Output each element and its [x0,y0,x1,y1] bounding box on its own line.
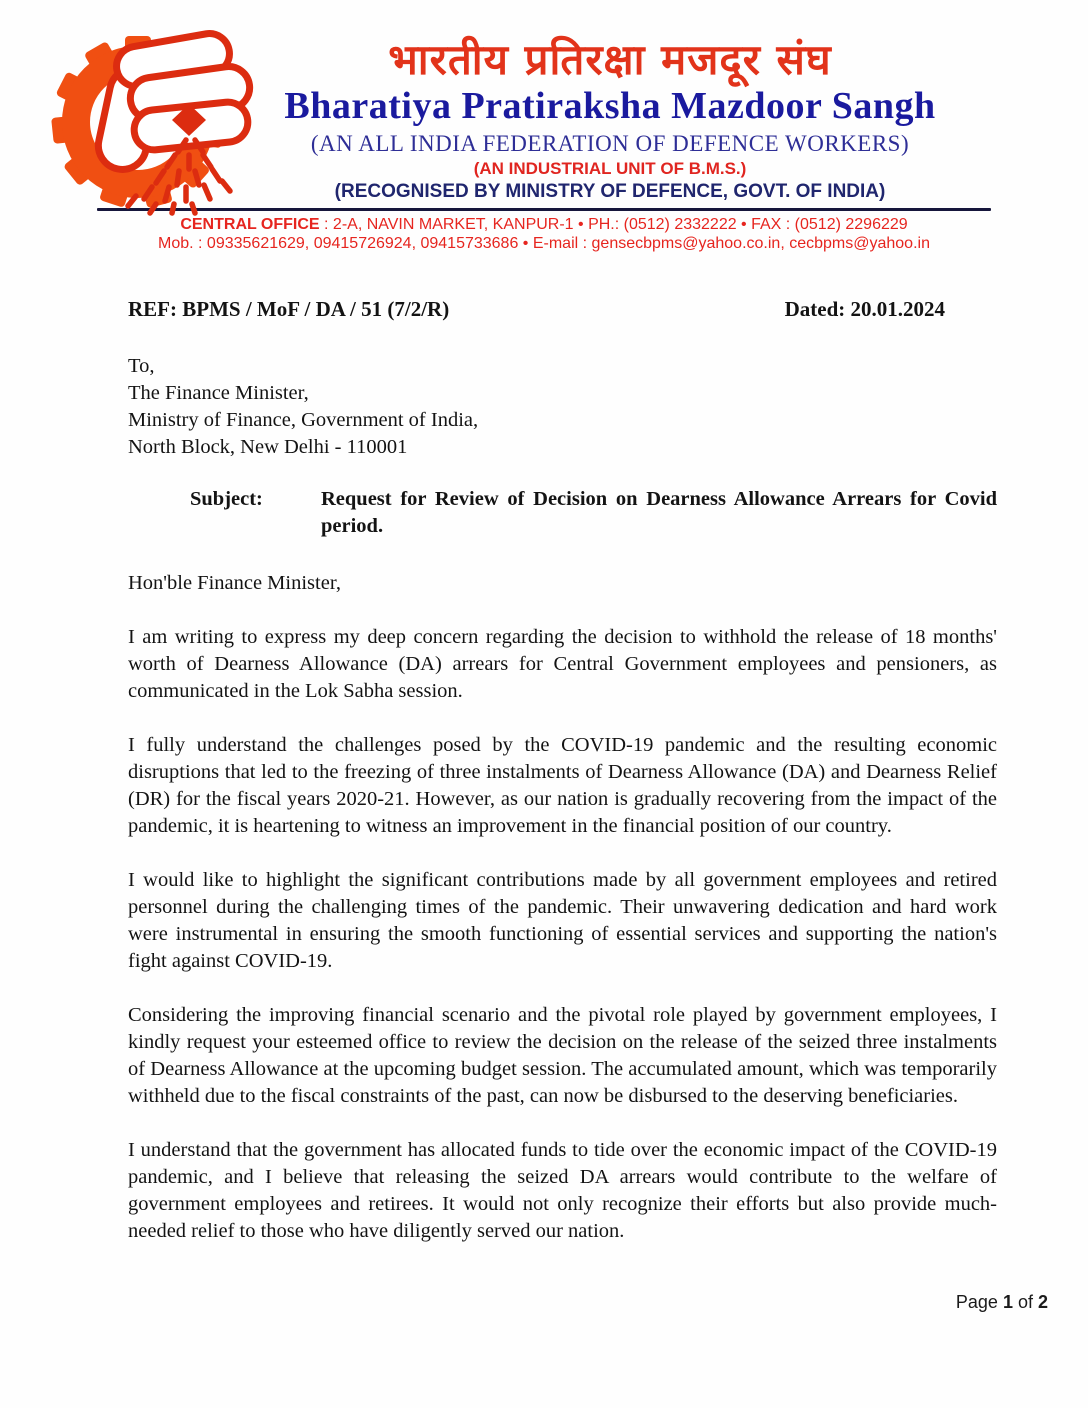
subject-text: Request for Review of Decision on Dearness Allowance Arrears for Covid period. [321,487,997,537]
body-paragraph: I fully understand the challenges posed by the COVID-19 pandemic and the resulting economic disruptions that led to the freezing of three instalments of Dearness Allowance (DA) and Dearness Relief (DR) for the fiscal years 2020-21. However, as our nation is gradually recovering from the impact of the pandemic, it is heartening to witness an improvement in the financial position of our country. [128,733,997,837]
page-number [956,1292,1048,1313]
reference-number: REF: BPMS / MoF / DA / 51 (7/2/R) [128,296,450,321]
contact-line-office [0,215,1088,235]
subject-row [128,486,997,540]
letterhead-text [150,36,1070,203]
org-name-hindi: भारतीय प्रतिरक्षा मजदूर संघ [388,35,832,84]
central-office-details: : 2-A, NAVIN MARKET, KANPUR-1 • PH.: (0512) 2332222 • FAX : (0512) 2296229 [319,215,908,233]
page-current: 1 [1002,1292,1013,1312]
salutation: Hon'ble Finance Minister, [128,571,341,594]
subtitle-bms-unit: (AN INDUSTRIAL UNIT OF B.M.S.) [473,159,747,179]
body-paragraph: I am writing to express my deep concern regarding the decision to withhold the release of 18 months' worth of Dearness Allowance (DA) arrears for Central Government employees and pensioners, as communicated in the Lok Sabha session. [128,625,997,702]
body-paragraph: Considering the improving financial scenario and the pivotal role played by government employees, I kindly request your esteemed office to review the decision on the release of the seized three instalments of Dearness Allowance at the upcoming budget session. The accumulated amount, which was temporarily withheld due to the fiscal constraints of the past, can now be disbursed to the deserving beneficiaries. [128,1003,997,1107]
subtitle-federation: (AN ALL INDIA FEDERATION OF DEFENCE WORKERS) [310,130,910,156]
body-paragraph: I understand that the government has allocated funds to tide over the economic impact of the COVID-19 pandemic, and I believe that releasing the seized DA arrears would contribute to the welfare of government employees and retirees. It would not only recognize their efforts but also provide much-needed relief to those who have diligently served our nation. [128,1138,997,1242]
recipient-line: North Block, New Delhi - 110001 [128,435,408,458]
recipient-block [128,353,997,461]
recipient-line: To, [128,354,155,377]
contact-block [0,215,1088,254]
org-name-english: Bharatiya Pratiraksha Mazdoor Sangh [284,85,936,128]
page-label: Page [955,1292,998,1312]
page-of-label: of [1017,1292,1033,1312]
recipient-line: Ministry of Finance, Government of India, [128,408,479,431]
subject-label: Subject: [190,487,263,510]
subtitle-recognition: (RECOGNISED BY MINISTRY OF DEFENCE, GOVT. OF INDIA) [334,181,886,203]
letter-date: Dated: 20.01.2024 [784,296,945,321]
ref-date-row [128,296,997,323]
recipient-line: The Finance Minister, [128,381,309,404]
letter-content [128,296,997,1245]
letterhead [0,0,1088,254]
page-total: 2 [1037,1292,1048,1312]
contact-line-mobile-email: Mob. : 09335621629, 09415726924, 09415733686 • E-mail : gensecbpms@yahoo.co.in, cecbpms@yahoo.in [158,235,930,253]
central-office-label: CENTRAL OFFICE [180,215,320,233]
body-paragraph: I would like to highlight the significant contributions made by all government employees and retired personnel during the challenging times of the pandemic. Their unwavering dedication and hard work were instrumental in ensuring the smooth functioning of essential services and supporting the nation's fight against COVID-19. [128,868,997,972]
